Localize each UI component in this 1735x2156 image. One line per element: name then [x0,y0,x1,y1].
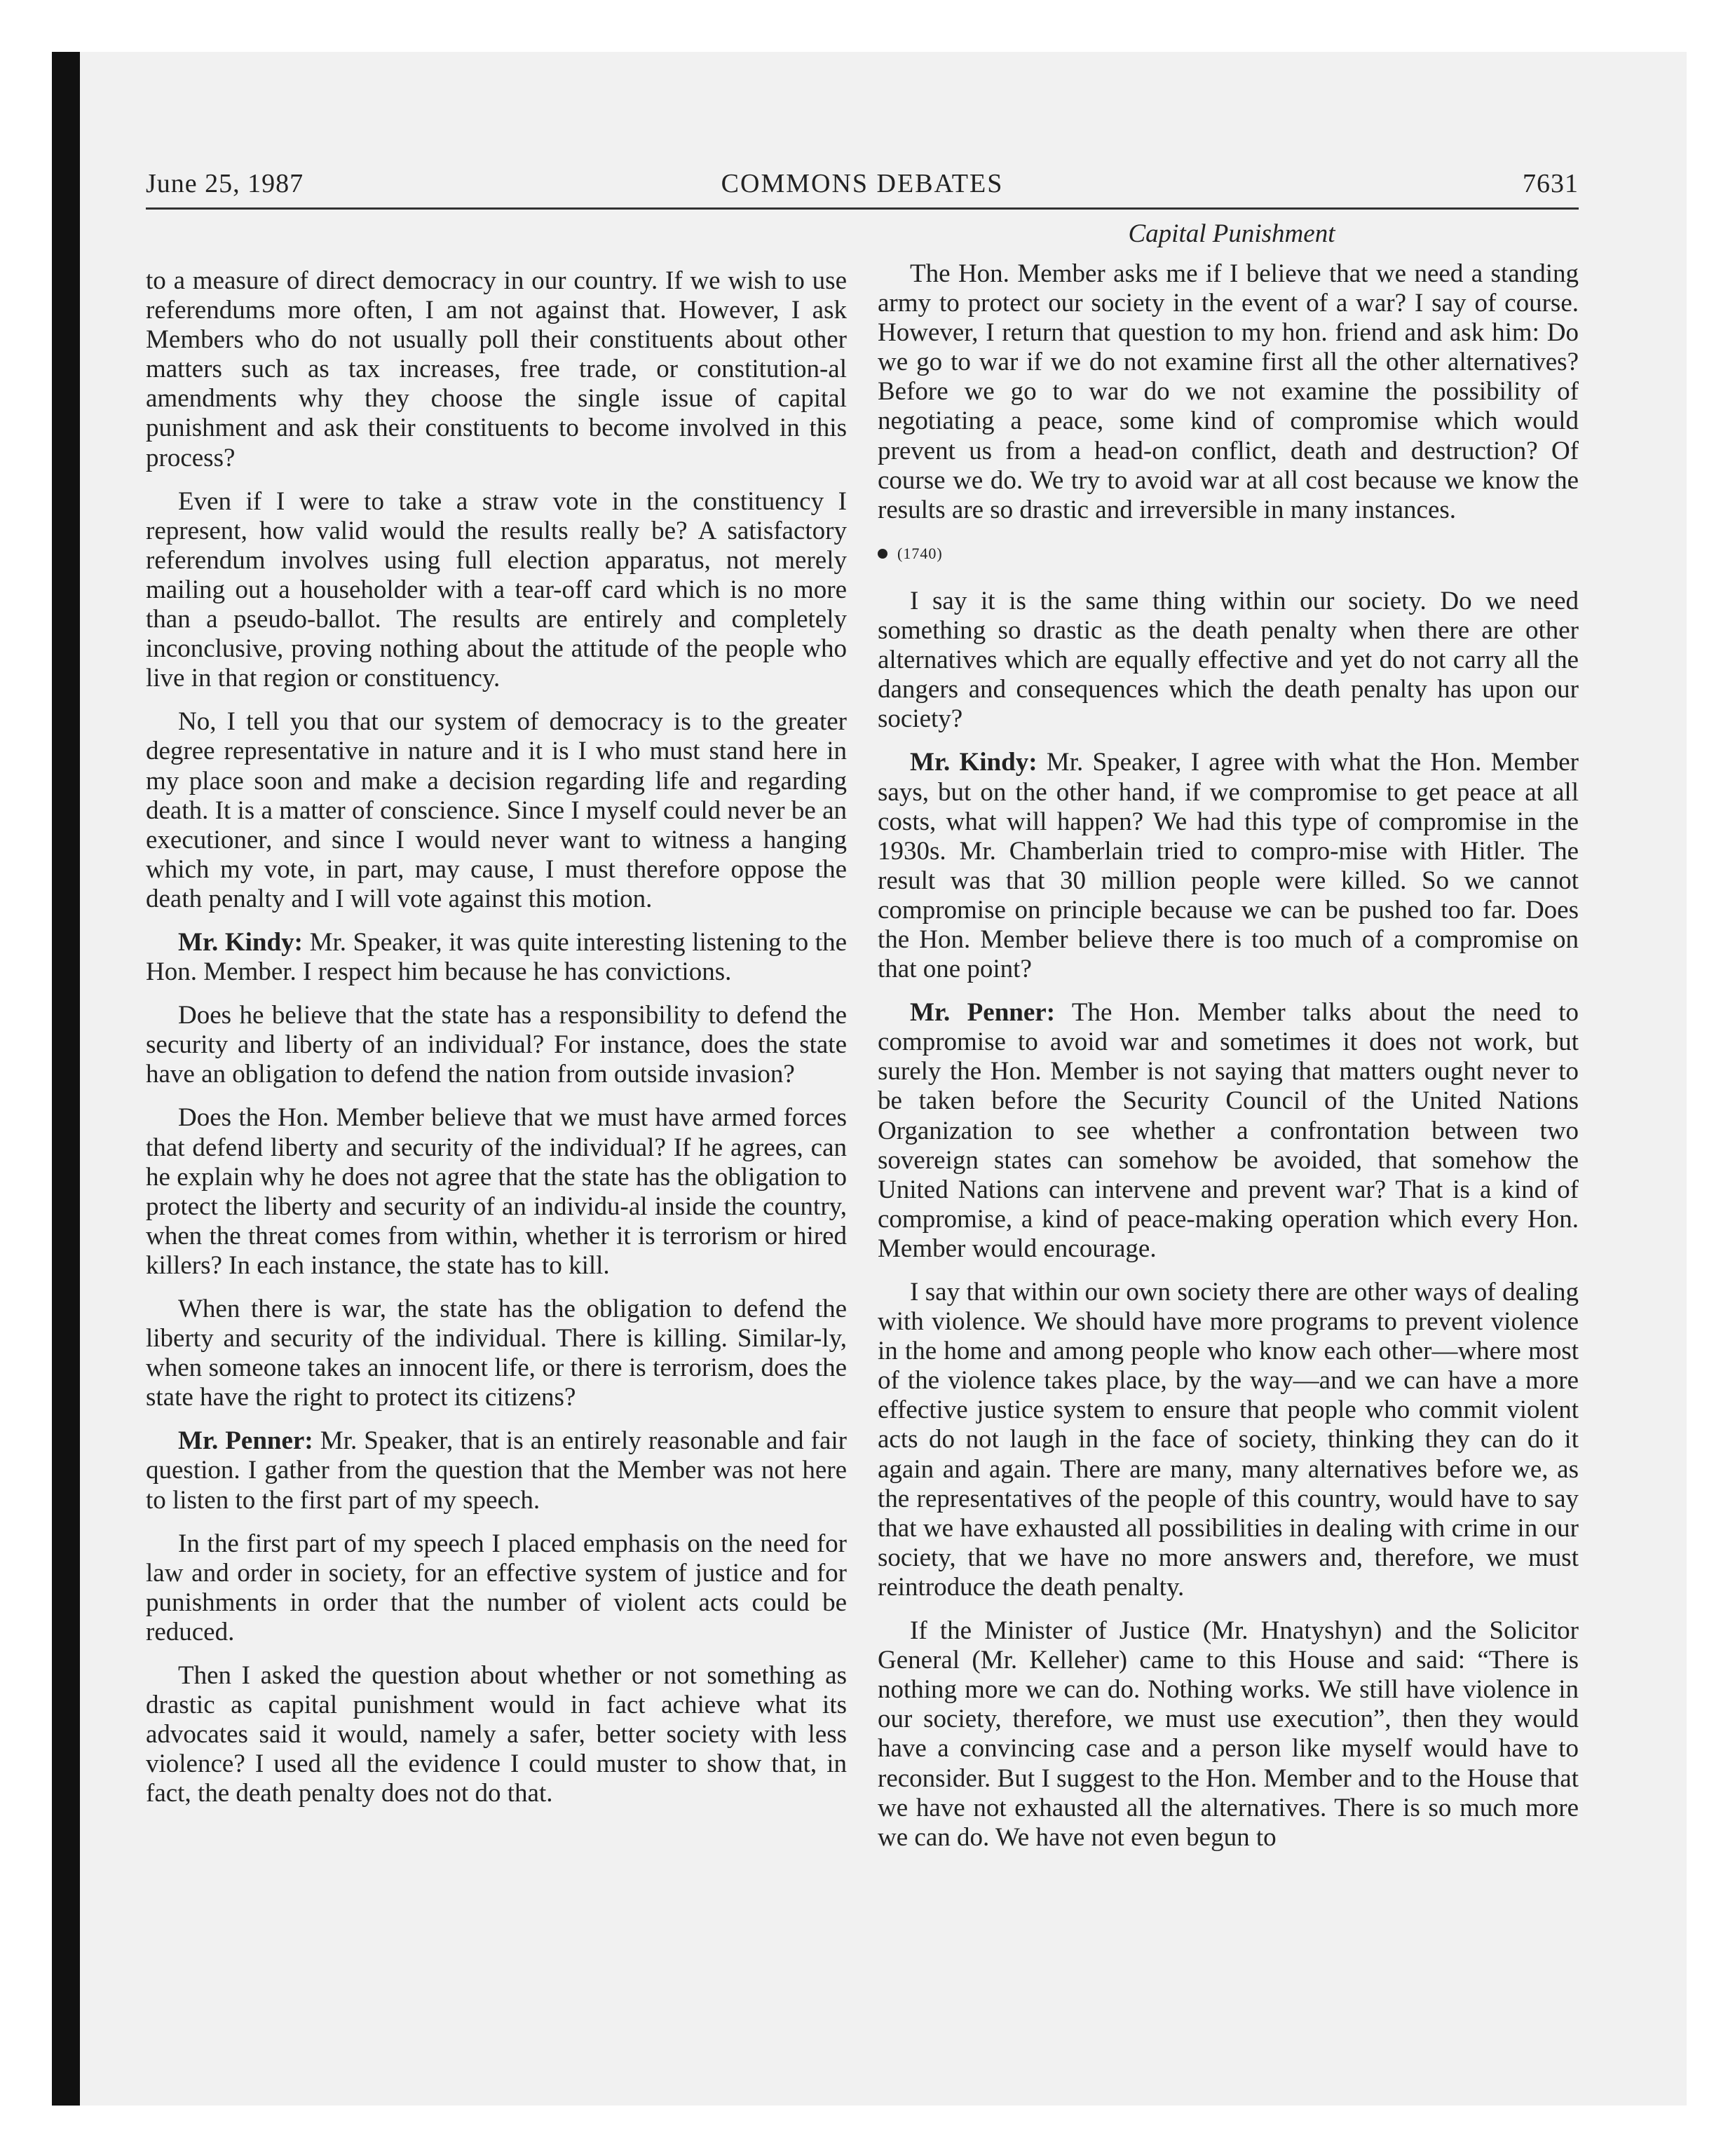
speaker-name: Mr. Penner: [910,998,1056,1028]
time-marker-text: (1740) [897,544,943,562]
bullet-dot-icon [878,549,887,559]
right-column [878,259,1579,1867]
speaker-name: Mr. Penner: [178,1426,313,1456]
speech-text: Mr. Speaker, it was quite interesting listening to the Hon. Member. I respect him because he has convictions. [146,927,847,987]
header-date: June 25, 1987 [146,169,304,198]
paragraph: Does he believe that the state has a responsibility to defend the security and liberty of an individual? For instance, does the state have an obligation to defend the nation from outside invasion? [146,1001,847,1089]
speech-paragraph [146,928,847,987]
speech-text: The Hon. Member talks about the need to compromise to avoid war and sometimes it does not work, but surely the Hon. Member is not saying that matters ought never to be taken before the Security Council of the United Nations Organization to see whether a confrontation between two sovereign states can somehow be avoided, that somehow the United Nations can intervene and prevent war? That is a kind of compromise, a kind of peace-making operation which every Hon. Member would encourage. [878,998,1579,1263]
paragraph: No, I tell you that our system of democracy is to the greater degree representative in nature and it is I who must stand here in my place soon and make a decision regarding life and regarding death. It is a matter of conscience. Since I myself could never be an executioner, and since I would never want to witness a hanging which my vote, in part, may cause, I must therefore oppose the death penalty and I will vote against this motion. [146,707,847,913]
paragraph: I say it is the same thing within our society. Do we need something so drastic as the death penalty when there are other alternatives which are equally effective and yet do not carry all the dangers and consequences which the death penalty has upon our society? [878,586,1579,734]
paragraph: Even if I were to take a straw vote in the constituency I represent, how valid would the results really be? A satisfactory referendum involves using full election apparatus, not merely mailing out a householder with a tear-off card which is no more than a pseudo-ballot. The results are entirely and completely inconclusive, proving nothing about the attitude of the people who live in that region or constituency. [146,486,847,693]
speech-text: Mr. Speaker, that is an entirely reasonable and fair question. I gather from the question that the Member was not here to listen to the first part of my speech. [146,1426,847,1515]
scan-edge-bar [52,52,80,2106]
time-marker [878,539,1579,568]
paragraph: Then I asked the question about whether or not something as drastic as capital punishment would in fact achieve what its advocates said it would, namely a safer, better society with less violence? I used all the evidence I could muster to show that, in fact, the death penalty does not do that. [146,1661,847,1808]
speech-text: Mr. Speaker, I agree with what the Hon. Member says, but on the other hand, if we compromise to get peace at all costs, what will happen? We had this type of compromise in the 1930s. Mr. Chamberlain tried to compro-mise with Hitler. The result was that 30 million people were killed. So we cannot compromise on principle because we can be pushed too far. Does the Hon. Member believe there is too much of a compromise on that one point? [878,748,1579,984]
paragraph: I say that within our own society there are other ways of dealing with violence. We should have more programs to prevent violence in the home and among people who know each other—where most of the violence takes place, by the way—and we can have a more effective justice system to ensure that people who commit violent acts do not laugh in the face of society, thinking they can do it again and again. There are many, many alternatives before we, as the representatives of the people of this country, would have to say that we have exhausted all possibilities in dealing with crime in our society, that we have no more answers and, therefore, we must reintroduce the death penalty. [878,1278,1579,1602]
paragraph: to a measure of direct democracy in our country. If we wish to use referendums more often, I am not against that. However, I ask Members who do not usually poll their constituents about other matters such as tax increases, free trade, or constitution-al amendments why they choose the single issue of capital punishment and ask their constituents to become involved in this process? [146,266,847,472]
speech-paragraph [878,998,1579,1264]
paragraph: The Hon. Member asks me if I believe that we need a standing army to protect our society in the event of a war? I say of course. However, I return that question to my hon. friend and ask him: Do we go to war if we do not examine first all the other alternatives? Before we go to war do we not examine the possibility of negotiating a peace, some kind of compromise which would prevent us from a head-on conflict, death and destruction? Of course we do. We try to avoid war at all cost because we know the results are so drastic and irreversible in many instances. [878,259,1579,524]
paragraph: If the Minister of Justice (Mr. Hnatyshyn) and the Solicitor General (Mr. Kelleher) came to this House and said: “There is nothing more we can do. Nothing works. We still have violence in our society, therefore, we must use execution”, then they would have a convincing case and a person like myself would have to reconsider. But I suggest to the Hon. Member and to the House that we have not exhausted all the alternatives. There is so much more we can do. We have not even begun to [878,1616,1579,1852]
speech-paragraph [146,1426,847,1515]
header-publication: COMMONS DEBATES [721,169,1004,198]
speaker-name: Mr. Kindy: [178,927,303,957]
header-page-number: 7631 [1523,169,1579,198]
page-header [146,165,1579,210]
speaker-name: Mr. Kindy: [910,748,1037,777]
paragraph: In the first part of my speech I placed emphasis on the need for law and order in society, for an effective system of justice and for punishments in order that the number of violent acts could be reduced. [146,1529,847,1646]
left-column [146,266,847,1823]
speech-paragraph [878,748,1579,984]
paragraph: Does the Hon. Member believe that we must have armed forces that defend liberty and security of the individual? If he agrees, can he explain why he does not agree that the state has the obligation to protect the liberty and security of an individu-al inside the country, when the threat comes from within, whether it is terrorism or hired killers? In each instance, the state has to kill. [146,1103,847,1280]
paragraph: When there is war, the state has the obligation to defend the liberty and security of the individual. There is killing. Similar-ly, when someone takes an innocent life, or there is terrorism, does the state have the right to protect its citizens? [146,1295,847,1412]
topic-heading: Capital Punishment [1128,219,1335,248]
